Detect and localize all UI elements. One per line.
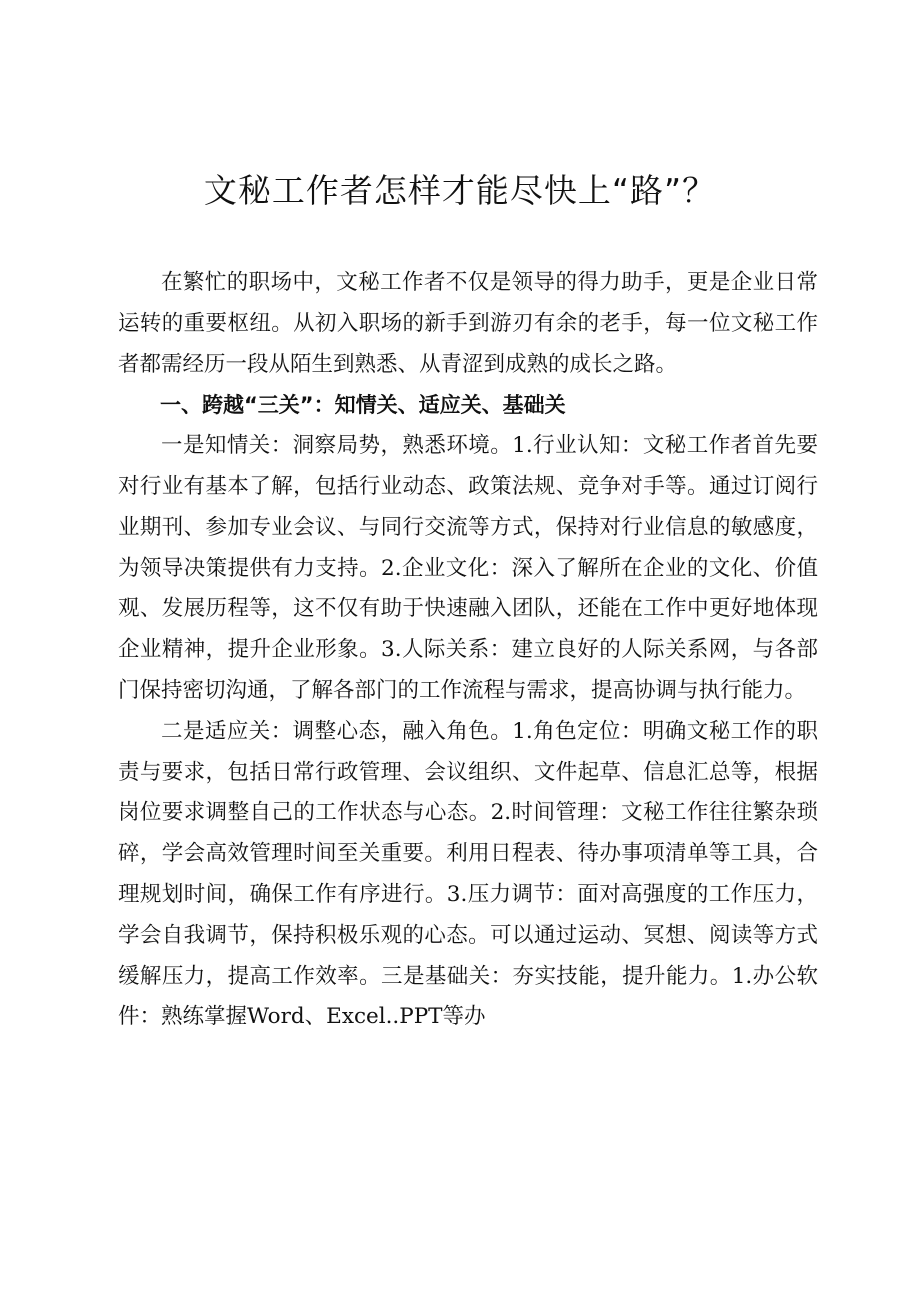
paragraph-adaptation: 二是适应关：调整心态，融入角色。1.角色定位：明确文秘工作的职责与要求，包括日常行政管理、会议组织、文件起草、信息汇总等，根据岗位要求调整自己的工作状态与心态。2.时间管理：文秘工作往往繁杂琐碎，学会高效管理时间至关重要。利用日程表、待办事项清单等工具，合理规划时间，确保工作有序进行。3.压力调节：面对高强度的工作压力，学会自我调节，保持积极乐观的心态。可以通过运动、冥想、阅读等方式缓解压力，提高工作效率。三是基础关：夯实技能，提升能力。1.办公软件：熟练掌握Word、Excel..PPT等办 [118, 718, 818, 1030]
section-heading: 一、跨越“三关”：知情关、适应关、基础关 [160, 393, 566, 418]
intro-paragraph: 在繁忙的职场中，文秘工作者不仅是领导的得力助手，更是企业日常运转的重要枢纽。从初入职场的新手到游刃有余的老手，每一位文秘工作者都需经历一段从陌生到熟悉、从青涩到成熟的成长之路。 [118, 270, 818, 377]
paragraph-knowledge: 一是知情关：洞察局势，熟悉环境。1.行业认知：文秘工作者首先要对行业有基本了解，包括行业动态、政策法规、竞争对手等。通过订阅行业期刊、参加专业会议、与同行交流等方式，保持对行业信息的敏感度，为领导决策提供有力支持。2.企业文化：深入了解所在企业的文化、价值观、发展历程等，这不仅有助于快速融入团队，还能在工作中更好地体现企业精神，提升企业形象。3.人际关系：建立良好的人际关系网，与各部门保持密切沟通，了解各部门的工作流程与需求，提高协调与执行能力。 [118, 433, 818, 703]
document-body [118, 263, 818, 1038]
document-title: 文秘工作者怎样才能尽快上“路”？ [203, 171, 717, 210]
